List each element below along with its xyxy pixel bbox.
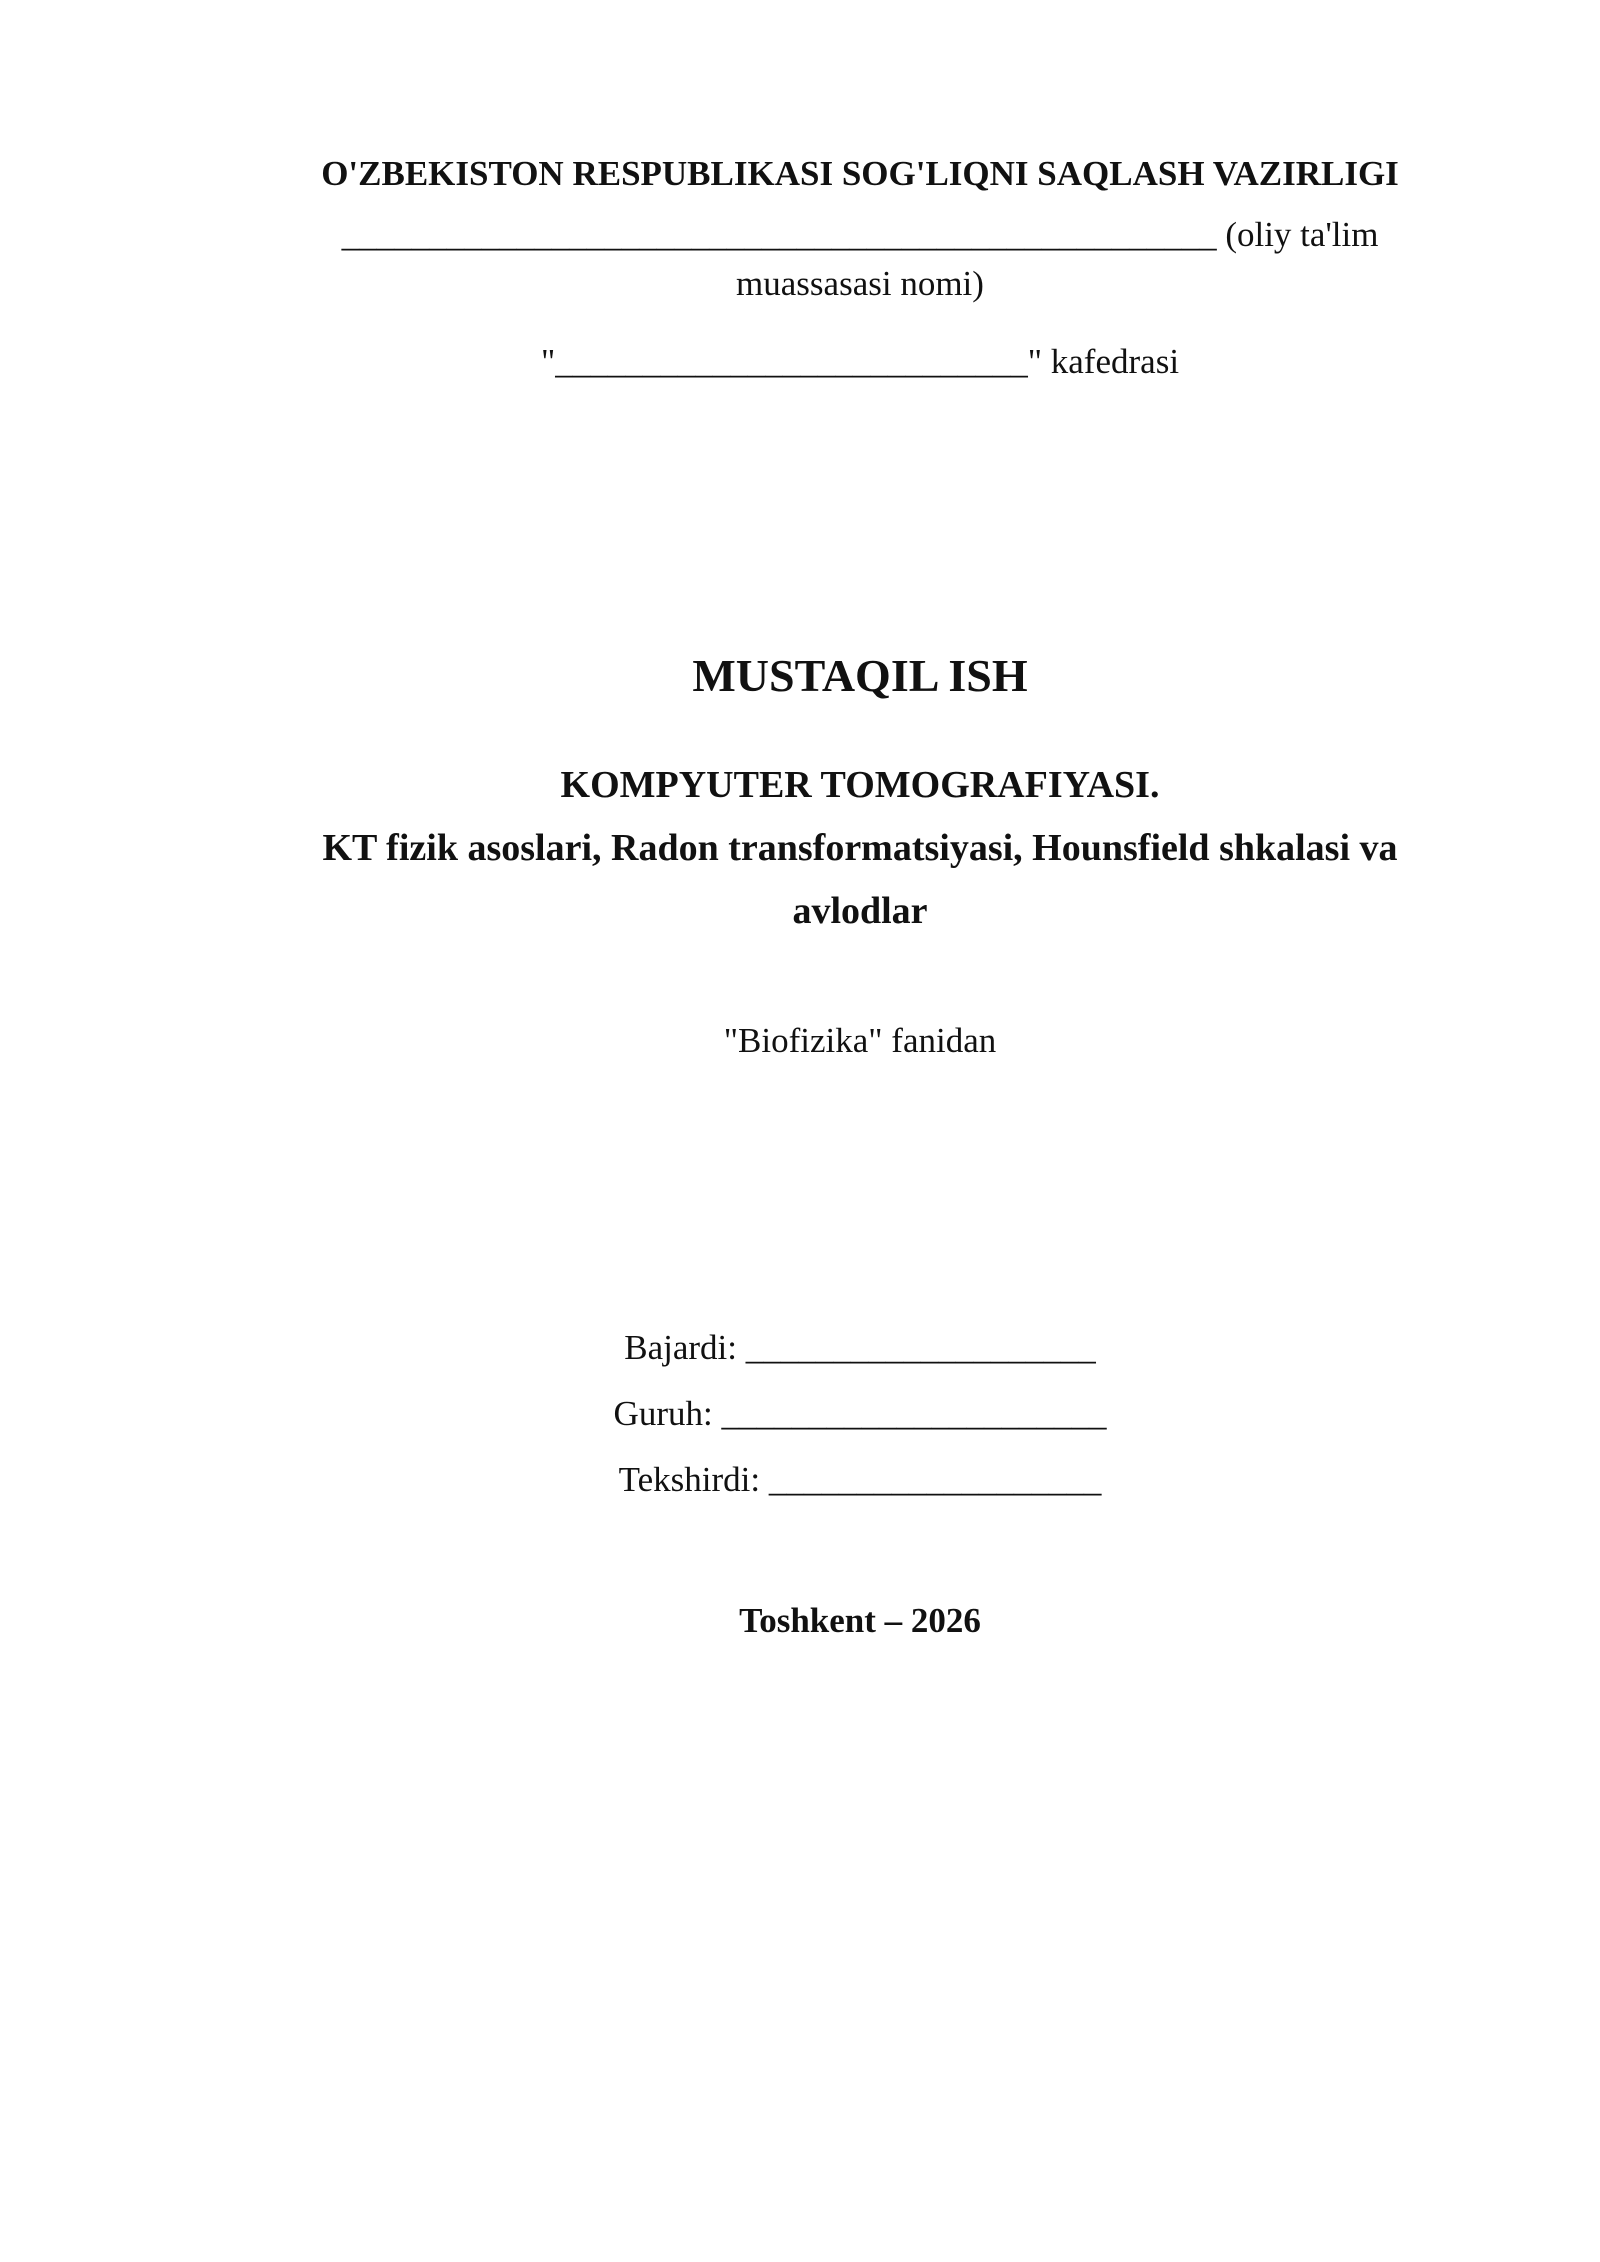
department-line: "___________________________" kafedrasi	[540, 342, 1180, 381]
institution-name-caption: muassasasi nomi)	[736, 264, 984, 303]
institution-name-line: __________________________________________________ (oliy ta'lim	[341, 215, 1379, 254]
topic-title-line-3: avlodlar	[792, 890, 928, 932]
topic-title-line-1: KOMPYUTER TOMOGRAFIYASI.	[560, 764, 1160, 806]
subject-line: "Biofizika" fanidan	[723, 1021, 997, 1060]
checked-by-field: Tekshirdi: ___________________	[618, 1460, 1102, 1499]
performed-by-field: Bajardi: ____________________	[624, 1328, 1096, 1367]
city-year-footer: Toshkent – 2026	[739, 1601, 981, 1640]
document-type-title: MUSTAQIL ISH	[692, 650, 1028, 701]
topic-title-line-2: KT fizik asoslari, Radon transformatsiyasi, Hounsfield shkalasi va	[322, 827, 1398, 869]
group-field: Guruh: ______________________	[613, 1394, 1107, 1433]
ministry-heading: O'ZBEKISTON RESPUBLIKASI SOG'LIQNI SAQLASH VAZIRLIGI	[321, 154, 1399, 193]
